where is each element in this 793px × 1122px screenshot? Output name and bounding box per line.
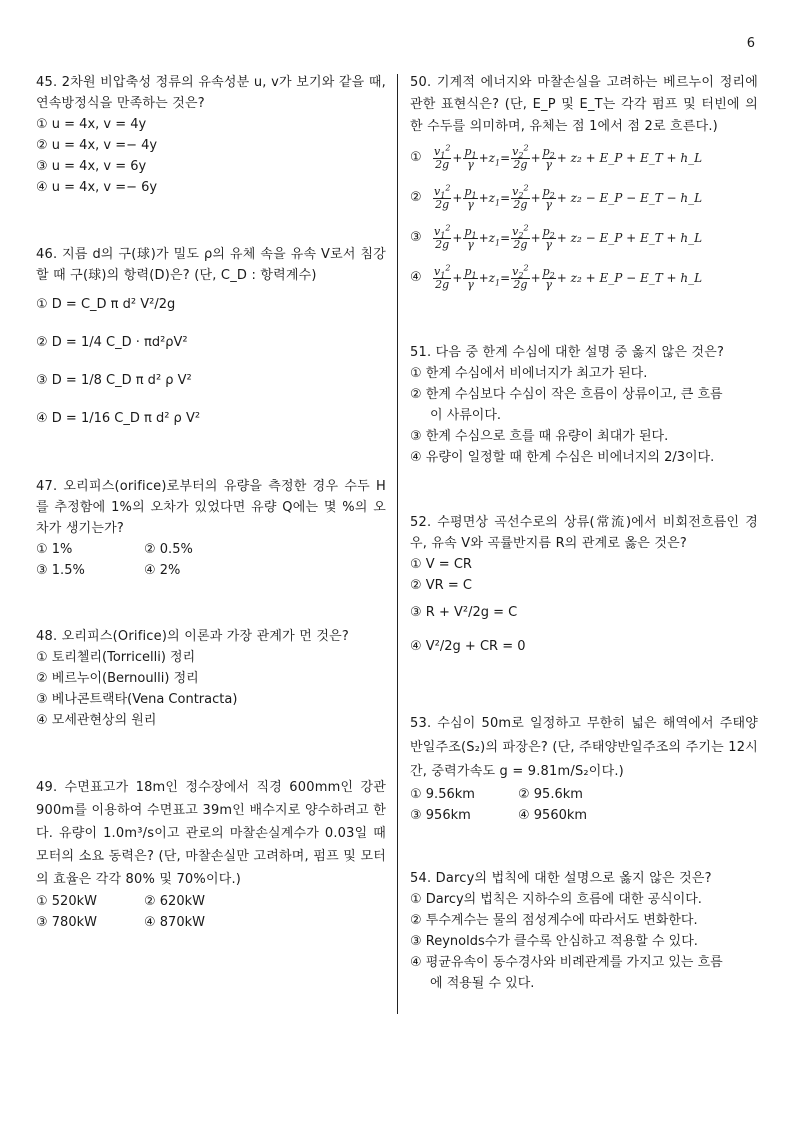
q50-option-3-number: ③ [410, 230, 422, 245]
q48-option-2[interactable]: ② 베르누이(Bernoulli) 정리 [36, 671, 199, 686]
page-number: 6 [746, 36, 755, 51]
question-54-text: 54. Darcy의 법칙에 대한 설명으로 옳지 않은 것은? [410, 871, 712, 886]
q45-option-3[interactable]: ③ u = 4x, v = 6y [36, 159, 147, 174]
question-49-text: 49. 수면표고가 18m인 정수장에서 직경 600mm인 강관 900m를 이용하여 수면표고 39m인 배수지로 양수하려고 한다. 유량이 1.0m³/s이고 관로의 마찰손실계수가 0.03일 때 모터의 소요 동력은? (단, 마찰손실만 고려하며, 펌프 및 모터의 효율은 각각 80% 및 70%이다.) [36, 780, 386, 887]
q53-option-4[interactable]: ④ 9560km [518, 808, 588, 823]
q49-option-2[interactable]: ② 620kW [144, 894, 205, 909]
q50-option-1-tail: + z₂ + E_P + E_T + h_L [556, 150, 703, 165]
q54-option-4-cont: 에 적용될 수 있다. [430, 976, 535, 991]
q49-option-4[interactable]: ④ 870kW [144, 915, 205, 930]
q50-option-4-number: ④ [410, 270, 422, 285]
q50-option-2-number: ② [410, 190, 422, 205]
q50-option-3-equation: $\frac{v_1^2}{2g}$ + $\frac{p_1}{\gamma}$ $+z_1=$ $\frac{v_2^2}{2g}$ + $\frac{p_2}{\gamma}$ + z₂ − E_P + E_T + h_L [434, 222, 703, 251]
q50-option-4-equation: $\frac{v_1^2}{2g}$ + $\frac{p_1}{\gamma}$ $+z_1=$ $\frac{v_2^2}{2g}$ + $\frac{p_2}{\gamma}$ + z₂ + E_P − E_T + h_L [434, 262, 703, 291]
q50-option-4-tail: + z₂ + E_P − E_T + h_L [556, 270, 703, 285]
question-49 [36, 776, 386, 933]
question-46-text: 46. 지름 d의 구(球)가 밀도 ρ의 유체 속을 유속 V로서 침강할 때 구(球)의 항력(D)은? (단, C_D : 항력계수) [36, 247, 386, 283]
question-47-text: 47. 오리피스(orifice)로부터의 유량을 측정한 경우 수두 H를 추정함에 1%의 오차가 있었다면 유량 Q에는 몇 %의 오차가 생기는가? [36, 479, 386, 536]
q47-option-1[interactable]: ① 1% [36, 542, 73, 557]
question-52 [410, 512, 758, 664]
q52-option-2[interactable]: ② VR = C [410, 578, 472, 593]
q50-option-2-tail: + z₂ − E_P − E_T − h_L [556, 190, 703, 205]
q54-option-3[interactable]: ③ Reynolds수가 클수록 안심하고 적용할 수 있다. [410, 934, 698, 949]
question-48 [36, 626, 386, 731]
question-46 [36, 244, 386, 438]
question-45-text: 45. 2차원 비압축성 정류의 유속성분 u, v가 보기와 같을 때, 연속방정식을 만족하는 것은? [36, 75, 386, 111]
q52-option-3[interactable]: ③ R + V²/2g = C [410, 605, 518, 620]
column-divider [397, 74, 398, 1014]
q49-option-3[interactable]: ③ 780kW [36, 915, 97, 930]
q46-option-1[interactable]: ① D = C_D π d² V²/2g [36, 297, 176, 312]
q47-option-3[interactable]: ③ 1.5% [36, 563, 85, 578]
question-48-text: 48. 오리피스(Orifice)의 이론과 가장 관계가 먼 것은? [36, 629, 349, 644]
q51-option-4[interactable]: ④ 유량이 일정할 때 한계 수심은 비에너지의 2/3이다. [410, 450, 715, 465]
question-45 [36, 72, 386, 198]
q45-option-1[interactable]: ① u = 4x, v = 4y [36, 117, 147, 132]
q50-option-3-tail: + z₂ − E_P + E_T + h_L [556, 230, 703, 245]
q45-option-2[interactable]: ② u = 4x, v =− 4y [36, 138, 158, 153]
q54-option-1[interactable]: ① Darcy의 법칙은 지하수의 흐름에 대한 공식이다. [410, 892, 702, 907]
question-50-text: 50. 기계적 에너지와 마찰손실을 고려하는 베르누이 정리에 관한 표현식은? (단, E_P 및 E_T는 각각 펌프 및 터빈에 의한 수두를 의미하며, 유체는 점 1에서 점 2로 흐른다.) [410, 75, 758, 134]
q51-option-2[interactable]: ② 한계 수심보다 수심이 작은 흐름이 상류이고, 큰 흐름 [410, 387, 723, 402]
q50-option-2-equation: $\frac{v_1^2}{2g}$ + $\frac{p_1}{\gamma}$ $+z_1=$ $\frac{v_2^2}{2g}$ + $\frac{p_2}{\gamma}$ + z₂ − E_P − E_T − h_L [434, 182, 703, 211]
q52-option-1[interactable]: ① V = CR [410, 557, 472, 572]
question-54 [410, 868, 758, 994]
q50-option-4[interactable] [410, 258, 758, 298]
q53-option-3[interactable]: ③ 956km [410, 808, 471, 823]
q50-option-1-number: ① [410, 150, 422, 165]
q46-option-3[interactable]: ③ D = 1/8 C_D π d² ρ V² [36, 373, 192, 388]
question-53-text: 53. 수심이 50m로 일정하고 무한히 넓은 해역에서 주태양반일주조(S₂)의 파장은? (단, 주태양반일주조의 주기는 12시간, 중력가속도 g = 9.81m/S₂이다.) [410, 716, 758, 779]
question-51-text: 51. 다음 중 한계 수심에 대한 설명 중 옳지 않은 것은? [410, 345, 725, 360]
question-52-text: 52. 수평면상 곡선수로의 상류(常流)에서 비회전흐름인 경우, 유속 V와 곡률반지름 R의 관계로 옳은 것은? [410, 515, 758, 551]
q51-option-2-cont: 이 사류이다. [430, 408, 502, 423]
q46-option-4[interactable]: ④ D = 1/16 C_D π d² ρ V² [36, 411, 201, 426]
q50-option-1[interactable] [410, 138, 758, 178]
q54-option-2[interactable]: ② 투수계수는 물의 점성계수에 따라서도 변화한다. [410, 913, 698, 928]
q45-option-4[interactable]: ④ u = 4x, v =− 6y [36, 180, 158, 195]
question-51 [410, 342, 758, 468]
q50-option-1-equation: $\frac{v_1^2}{2g}$ + $\frac{p_1}{\gamma}$ $+z_1=$ $\frac{v_2^2}{2g}$ + $\frac{p_2}{\gamma}$ + z₂ + E_P + E_T + h_L [434, 142, 703, 171]
question-53 [410, 712, 758, 826]
q53-option-2[interactable]: ② 95.6km [518, 787, 583, 802]
q52-option-4[interactable]: ④ V²/2g + CR = 0 [410, 639, 526, 654]
q47-option-4[interactable]: ④ 2% [144, 563, 181, 578]
q53-option-1[interactable]: ① 9.56km [410, 787, 475, 802]
q48-option-3[interactable]: ③ 베나콘트랙타(Vena Contracta) [36, 692, 238, 707]
question-47 [36, 476, 386, 581]
question-50 [410, 72, 758, 298]
q48-option-1[interactable]: ① 토리첼리(Torricelli) 정리 [36, 650, 196, 665]
q50-option-2[interactable] [410, 178, 758, 218]
q51-option-1[interactable]: ① 한계 수심에서 비에너지가 최고가 된다. [410, 366, 648, 381]
q49-option-1[interactable]: ① 520kW [36, 894, 97, 909]
q54-option-4[interactable]: ④ 평균유속이 동수경사와 비례관계를 가지고 있는 흐름 [410, 955, 723, 970]
q47-option-2[interactable]: ② 0.5% [144, 542, 193, 557]
q50-option-3[interactable] [410, 218, 758, 258]
q51-option-3[interactable]: ③ 한계 수심으로 흐를 때 유량이 최대가 된다. [410, 429, 669, 444]
q46-option-2[interactable]: ② D = 1/4 C_D · πd²ρV² [36, 335, 188, 350]
q48-option-4[interactable]: ④ 모세관현상의 원리 [36, 713, 157, 728]
